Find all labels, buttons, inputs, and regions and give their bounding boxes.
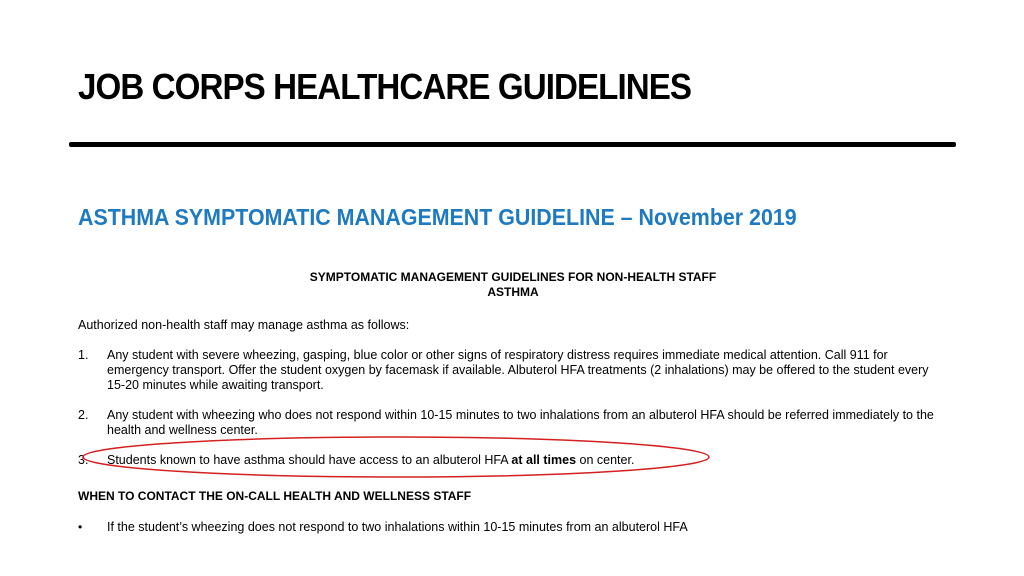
bullet-item (78, 520, 948, 535)
document-heading (78, 270, 948, 300)
list-item-text: Any student with severe wheezing, gasping, blue color or other signs of respiratory distress requires immediate medical attention. Call 911 for emergency transport. Offer the student oxygen by facemask if available. Albuterol HFA treatments (2 inhalations) may be offered to the student every 15-20 minutes while awaiting transport. (107, 348, 929, 392)
list-item-1 (78, 348, 948, 393)
list-item-text: Any student with wheezing who does not respond within 10-15 minutes to two inhalations from an albuterol HFA should be referred immediately to the health and wellness center. (107, 408, 934, 437)
slide-title: JOB CORPS HEALTHCARE GUIDELINES (78, 66, 692, 107)
guideline-list (78, 348, 948, 468)
list-item-emphasis: at all times (511, 453, 577, 467)
list-number: 1. (78, 348, 89, 362)
contact-heading: WHEN TO CONTACT THE ON-CALL HEALTH AND WELLNESS STAFF (78, 489, 472, 503)
bullet-text: If the student’s wheezing does not respond to two inhalations within 10-15 minutes from an albuterol HFA (107, 520, 688, 534)
slide-subtitle: ASTHMA SYMPTOMATIC MANAGEMENT GUIDELINE – November 2019 (78, 204, 797, 230)
guideline-document (78, 270, 948, 535)
list-number: 2. (78, 408, 89, 422)
bullet-icon: • (78, 520, 83, 534)
list-item-text-before: Students known to have asthma should have access to an albuterol HFA (107, 453, 512, 467)
document-heading-line2: ASTHMA (487, 285, 539, 299)
list-item-2 (78, 408, 948, 438)
title-divider (69, 142, 956, 147)
list-item-text-after: on center. (576, 453, 635, 467)
document-heading-line1: SYMPTOMATIC MANAGEMENT GUIDELINES FOR NON-HEALTH STAFF (309, 270, 717, 284)
list-item-3 (78, 453, 948, 468)
document-intro: Authorized non-health staff may manage asthma as follows: (78, 318, 410, 332)
list-number: 3. (78, 453, 89, 467)
